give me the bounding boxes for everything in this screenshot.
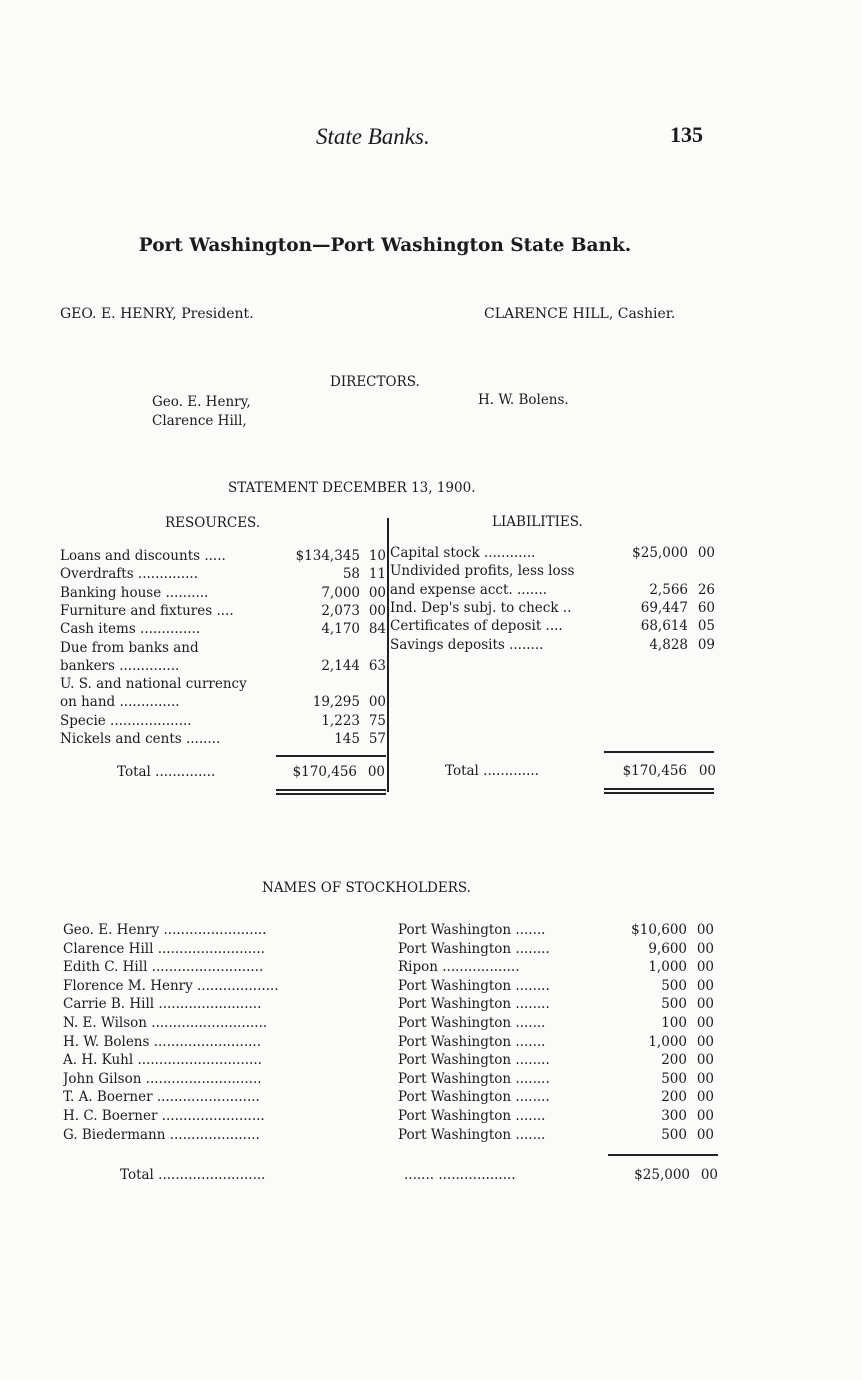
liability-dollars: 69,447: [640, 599, 688, 616]
liability-cents: 60: [697, 599, 715, 616]
stockholders-total-row: [120, 1167, 720, 1185]
stockholder-cents: 00: [696, 1070, 714, 1087]
resource-row: [60, 621, 390, 639]
resource-row: [60, 676, 390, 694]
resources-total-row: [117, 764, 389, 782]
resource-row: [60, 603, 390, 621]
resource-label: Specie ...................: [60, 712, 192, 729]
stockholder-row: [63, 1015, 723, 1033]
stockholder-dollars: 9,600: [648, 940, 687, 957]
resource-label: Overdrafts ..............: [60, 566, 198, 583]
total-dollars: $25,000: [634, 1167, 690, 1183]
stockholder-cents: 00: [696, 1052, 714, 1069]
liability-label: Undivided profits, less loss: [390, 563, 575, 580]
resource-dollars: 19,295: [312, 694, 360, 711]
resource-label: Furniture and fixtures ....: [60, 602, 234, 619]
stockholder-row: [63, 1108, 723, 1126]
resource-cents: 84: [368, 621, 386, 638]
stockholder-cents: 00: [696, 940, 714, 957]
liability-cents: 00: [697, 545, 715, 561]
stockholder-cents: 00: [696, 1108, 714, 1124]
total-dollars: $170,456: [622, 763, 687, 779]
resource-label: Banking house ..........: [60, 584, 209, 601]
stockholder-name: H. W. Bolens .........................: [63, 1033, 262, 1050]
resource-cents: 00: [368, 694, 386, 711]
stockholder-name: Geo. E. Henry ........................: [63, 922, 267, 938]
stockholder-dollars: 500: [661, 996, 687, 1013]
liabilities-total-rule: [604, 788, 714, 790]
liability-dollars: 4,828: [649, 636, 688, 653]
resource-cents: 00: [368, 602, 386, 619]
resource-row: [60, 566, 390, 584]
resources-total-rule: [276, 789, 386, 791]
liability-row: [390, 637, 720, 655]
stockholder-residence: Port Washington ........: [398, 977, 550, 994]
resources-total-rule: [276, 793, 386, 795]
total-cents: 00: [698, 763, 716, 779]
total-label: Total .........................: [120, 1167, 266, 1183]
resource-label: Nickels and cents ........: [60, 731, 221, 747]
resource-label: U. S. and national currency: [60, 676, 247, 693]
stockholder-name: N. E. Wilson ...........................: [63, 1015, 268, 1031]
cashier: CLARENCE HILL, Cashier.: [484, 306, 676, 322]
liability-row: [390, 581, 738, 600]
stockholder-dollars: 500: [661, 977, 687, 994]
resources-heading: RESOURCES.: [165, 515, 261, 531]
liability-cents: 09: [697, 636, 715, 653]
stockholder-dollars: 500: [661, 1126, 687, 1143]
resource-label: Cash items ..............: [60, 621, 201, 638]
stockholder-cents: 00: [696, 1126, 714, 1143]
resource-row: [60, 713, 390, 731]
director-name: Clarence Hill,: [152, 413, 247, 429]
stockholder-cents: 00: [696, 1089, 714, 1106]
running-title: State Banks.: [316, 124, 430, 149]
resource-dollars: 7,000: [321, 584, 360, 601]
liability-label: Capital stock ............: [390, 545, 536, 561]
stockholders-heading: NAMES OF STOCKHOLDERS.: [262, 880, 471, 896]
stockholder-row: [63, 1052, 723, 1070]
resource-dollars: 2,144: [321, 657, 360, 674]
stockholder-row: [63, 1127, 723, 1145]
director-name: H. W. Bolens.: [478, 392, 569, 408]
liability-row: [390, 600, 720, 618]
resources-subtotal-rule: [276, 755, 386, 757]
stockholder-name: Clarence Hill .........................: [63, 940, 265, 957]
resource-label: Due from banks and: [60, 639, 199, 656]
resource-row: [60, 585, 390, 603]
stockholder-residence: Port Washington ........: [398, 940, 550, 957]
resource-cents: 10: [368, 548, 386, 564]
resource-cents: 11: [368, 566, 386, 583]
resource-cents: 00: [368, 584, 386, 601]
stockholder-dollars: 1,000: [648, 1033, 687, 1050]
liability-row: [390, 563, 720, 581]
liability-dollars: 68,614: [640, 618, 688, 635]
liability-label: Savings deposits ........: [390, 636, 544, 653]
resource-dollars: 1,223: [321, 712, 360, 729]
liability-label: Certificates of deposit ....: [390, 618, 563, 635]
stockholder-dollars: 1,000: [648, 959, 687, 976]
resource-cents: 57: [368, 731, 386, 747]
statement-heading: STATEMENT DECEMBER 13, 1900.: [228, 480, 476, 496]
total-dollars: $170,456: [292, 764, 357, 780]
liabilities-subtotal-rule: [604, 751, 714, 753]
liabilities-heading: LIABILITIES.: [492, 514, 583, 530]
resource-cents: 75: [368, 712, 386, 729]
liability-dollars: $25,000: [632, 545, 688, 561]
stockholder-dollars: 200: [661, 1052, 687, 1069]
resource-row: [60, 548, 390, 566]
total-cents: 00: [367, 764, 385, 780]
stockholder-row: [63, 996, 723, 1014]
stockholder-dollars: 100: [661, 1015, 687, 1031]
liabilities-total-rule: [604, 792, 714, 794]
stockholder-residence: Port Washington ........: [398, 1052, 550, 1069]
stockholder-row: [63, 1089, 723, 1107]
directors-heading: DIRECTORS.: [330, 374, 420, 390]
stockholder-dollars: 500: [661, 1070, 687, 1087]
stockholder-name: John Gilson ...........................: [63, 1070, 262, 1087]
resource-row: [60, 640, 390, 658]
resource-label: on hand ..............: [60, 694, 180, 711]
resource-label: bankers ..............: [60, 657, 180, 674]
stockholder-name: A. H. Kuhl .............................: [63, 1052, 262, 1069]
stockholder-name: H. C. Boerner ........................: [63, 1108, 265, 1124]
stockholder-row: [63, 922, 723, 940]
stockholder-dollars: $10,600: [631, 922, 687, 938]
stockholder-name: Florence M. Henry ...................: [63, 977, 279, 994]
stockholder-residence: Port Washington .......: [398, 1126, 546, 1143]
liability-row: [390, 545, 720, 563]
resource-label: Loans and discounts .....: [60, 548, 226, 564]
stockholder-cents: 00: [696, 1033, 714, 1050]
stockholder-dollars: 200: [661, 1089, 687, 1106]
stockholder-name: Carrie B. Hill ........................: [63, 996, 262, 1013]
stockholder-cents: 00: [696, 922, 714, 938]
director-name: Geo. E. Henry,: [152, 394, 251, 410]
liability-cents: 05: [697, 618, 715, 635]
bank-title: Port Washington—Port Washington State Bank.: [138, 235, 632, 256]
resource-row: [60, 694, 408, 712]
stockholder-dollars: 300: [661, 1108, 687, 1124]
stockholder-cents: 00: [696, 959, 714, 976]
stockholder-residence: Port Washington .......: [398, 1033, 546, 1050]
resource-dollars: 4,170: [321, 621, 360, 638]
resource-cents: 63: [368, 657, 386, 674]
stockholder-name: G. Biedermann .....................: [63, 1126, 260, 1143]
total-cents: 00: [700, 1167, 718, 1183]
liability-label: Ind. Dep's subj. to check ..: [390, 599, 572, 616]
liability-dollars: 2,566: [649, 581, 688, 598]
stockholder-row: [63, 941, 723, 959]
stockholder-name: T. A. Boerner ........................: [63, 1089, 260, 1106]
stockholders-total-rule: [608, 1154, 718, 1156]
resource-row: [60, 657, 408, 676]
stockholder-cents: 00: [696, 977, 714, 994]
resource-row: [60, 731, 390, 749]
resource-dollars: $134,345: [295, 548, 360, 564]
stockholder-residence: Port Washington ........: [398, 1089, 550, 1106]
stockholder-cents: 00: [696, 996, 714, 1013]
liability-cents: 26: [697, 581, 715, 598]
stockholder-residence: Port Washington .......: [398, 1015, 546, 1031]
stockholder-row: [63, 978, 723, 996]
president: GEO. E. HENRY, President.: [60, 306, 254, 322]
page-number: 135: [670, 122, 703, 147]
total-label: Total ..............: [117, 764, 216, 780]
total-leader: ....... ..................: [404, 1167, 516, 1183]
stockholder-row: [63, 1071, 723, 1089]
stockholder-residence: Port Washington .......: [398, 1108, 546, 1124]
stockholder-name: Edith C. Hill ..........................: [63, 959, 264, 976]
resource-dollars: 145: [334, 731, 360, 747]
stockholder-row: [63, 959, 723, 977]
liabilities-total-row: [445, 763, 719, 781]
liability-label: and expense acct. .......: [390, 581, 548, 598]
stockholder-row: [63, 1034, 723, 1052]
stockholder-residence: Ripon ..................: [398, 959, 520, 976]
stockholder-cents: 00: [696, 1015, 714, 1031]
stockholder-residence: Port Washington ........: [398, 996, 550, 1013]
resource-dollars: 2,073: [321, 602, 360, 619]
total-label: Total .............: [445, 763, 539, 779]
liability-row: [390, 618, 720, 636]
resource-dollars: 58: [342, 566, 360, 583]
stockholder-residence: Port Washington ........: [398, 1070, 550, 1087]
stockholder-residence: Port Washington .......: [398, 922, 546, 938]
